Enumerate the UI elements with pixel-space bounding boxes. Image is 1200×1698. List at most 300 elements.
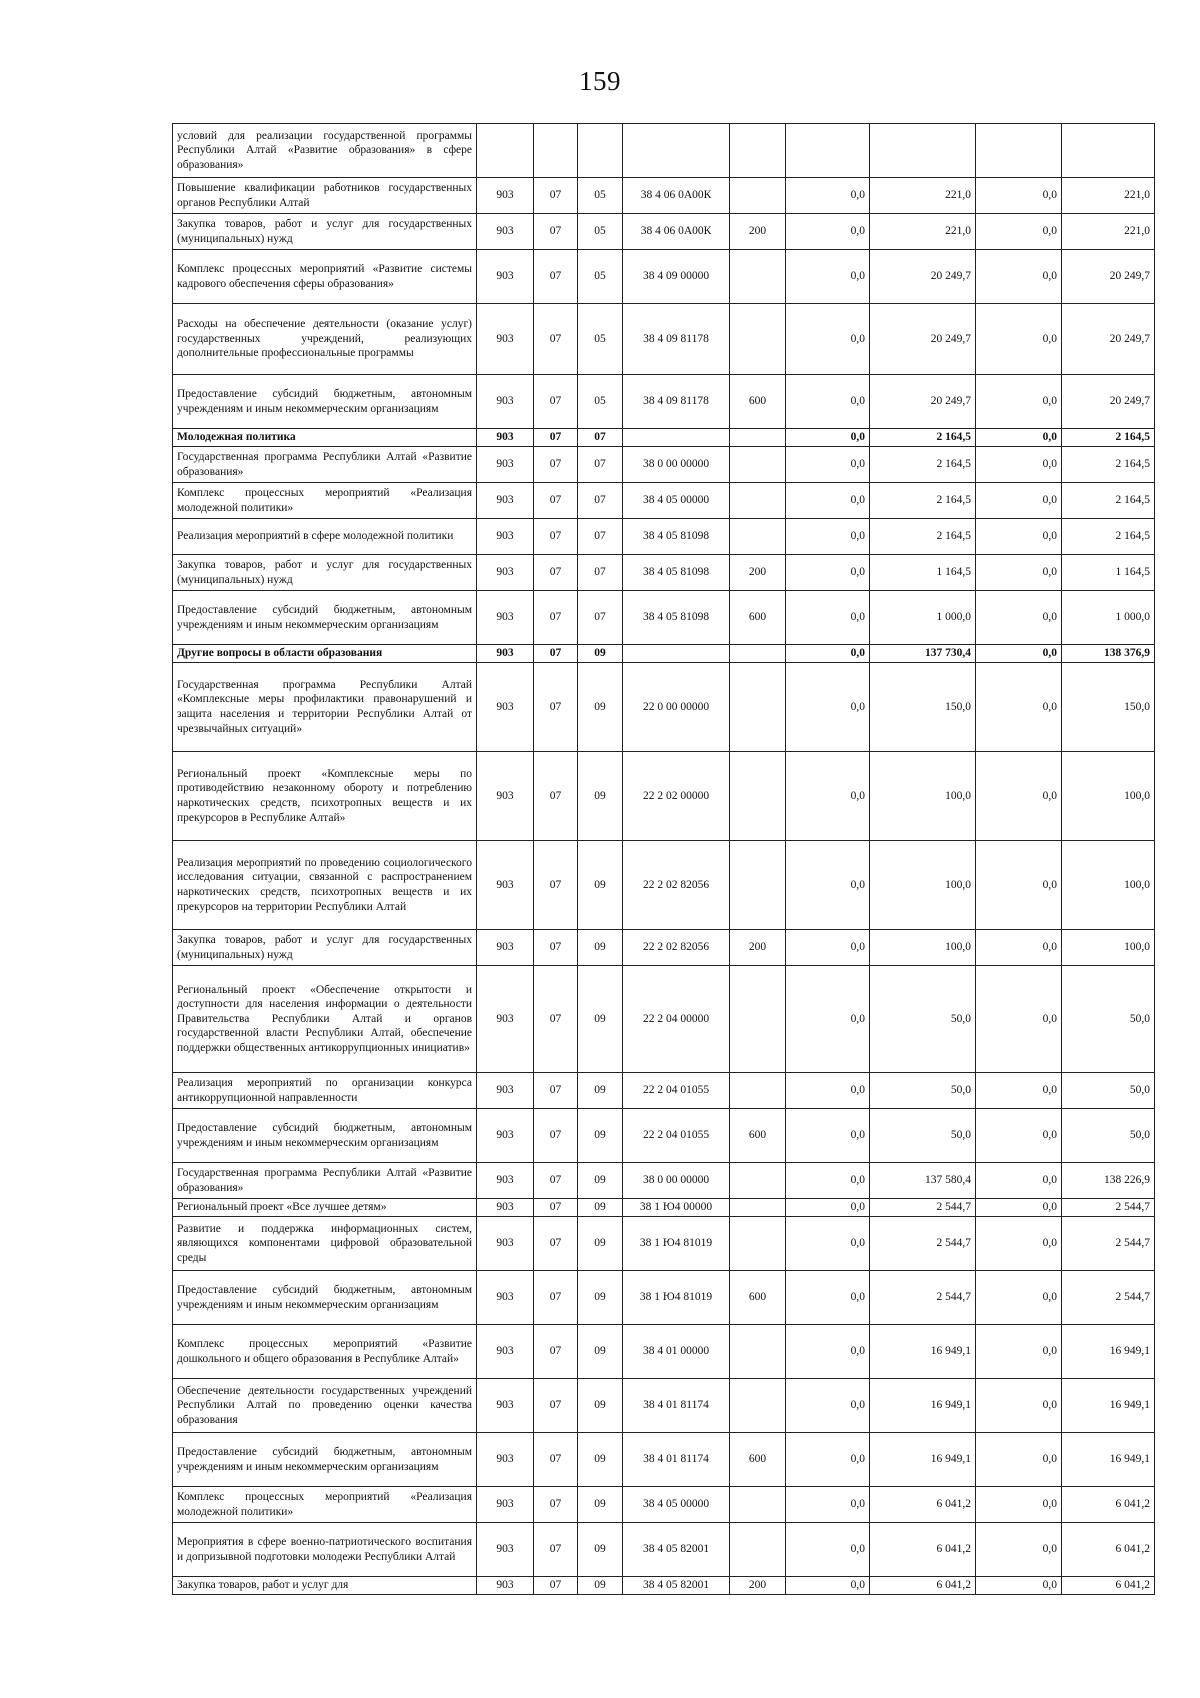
cell-sum2: 16 949,1 [870, 1379, 976, 1433]
cell-vr: 600 [730, 375, 786, 429]
table-row [173, 1217, 1155, 1271]
cell-rz: 07 [534, 1199, 578, 1217]
cell-pr: 09 [578, 1523, 623, 1577]
cell-sum2: 137 730,4 [870, 645, 976, 663]
cell-rz: 07 [534, 1433, 578, 1487]
cell-sum4: 16 949,1 [1062, 1325, 1155, 1379]
cell-name: Комплекс процессных мероприятий «Реализация молодежной политики» [173, 1487, 477, 1523]
cell-sum4: 221,0 [1062, 178, 1155, 214]
cell-pr [578, 124, 623, 178]
cell-sum4: 1 164,5 [1062, 555, 1155, 591]
cell-sum4: 2 544,7 [1062, 1217, 1155, 1271]
cell-csr: 38 4 05 81098 [623, 519, 730, 555]
cell-ved: 903 [477, 1163, 534, 1199]
cell-sum4: 16 949,1 [1062, 1379, 1155, 1433]
cell-sum4: 100,0 [1062, 841, 1155, 930]
cell-pr: 05 [578, 214, 623, 250]
cell-sum3: 0,0 [976, 1163, 1062, 1199]
cell-sum1: 0,0 [786, 1109, 870, 1163]
cell-sum3: 0,0 [976, 966, 1062, 1073]
cell-vr [730, 663, 786, 752]
cell-sum3: 0,0 [976, 841, 1062, 930]
cell-sum1: 0,0 [786, 1271, 870, 1325]
cell-vr: 200 [730, 930, 786, 966]
cell-name: Государственная программа Республики Алтай «Развитие образования» [173, 1163, 477, 1199]
cell-vr: 200 [730, 1577, 786, 1595]
cell-csr: 38 0 00 00000 [623, 447, 730, 483]
cell-vr [730, 124, 786, 178]
cell-pr: 09 [578, 966, 623, 1073]
table-row [173, 1433, 1155, 1487]
cell-csr: 38 4 05 81098 [623, 591, 730, 645]
cell-sum3: 0,0 [976, 1109, 1062, 1163]
cell-sum4: 16 949,1 [1062, 1433, 1155, 1487]
cell-sum1: 0,0 [786, 1199, 870, 1217]
cell-sum1: 0,0 [786, 214, 870, 250]
cell-pr: 07 [578, 555, 623, 591]
cell-rz: 07 [534, 1271, 578, 1325]
cell-ved: 903 [477, 1523, 534, 1577]
cell-rz: 07 [534, 1217, 578, 1271]
cell-sum2: 20 249,7 [870, 304, 976, 375]
cell-rz: 07 [534, 752, 578, 841]
cell-pr: 09 [578, 663, 623, 752]
cell-sum2: 221,0 [870, 214, 976, 250]
cell-name: условий для реализации государственной программы Республики Алтай «Развитие образования» в сфере образования» [173, 124, 477, 178]
cell-pr: 09 [578, 1199, 623, 1217]
cell-pr: 07 [578, 519, 623, 555]
cell-sum3: 0,0 [976, 1487, 1062, 1523]
cell-sum1: 0,0 [786, 591, 870, 645]
cell-csr: 22 2 04 01055 [623, 1109, 730, 1163]
cell-name: Развитие и поддержка информационных систем, являющихся компонентами цифровой образовательной среды [173, 1217, 477, 1271]
cell-csr: 38 4 05 00000 [623, 483, 730, 519]
cell-name: Государственная программа Республики Алтай «Комплексные меры профилактики правонарушений и защита населения и территории Республики Алтай от чрезвычайных ситуаций» [173, 663, 477, 752]
table-row [173, 178, 1155, 214]
cell-pr: 09 [578, 841, 623, 930]
cell-sum1: 0,0 [786, 429, 870, 447]
cell-sum4: 138 376,9 [1062, 645, 1155, 663]
cell-rz: 07 [534, 1487, 578, 1523]
cell-rz: 07 [534, 250, 578, 304]
cell-name: Молодежная политика [173, 429, 477, 447]
cell-vr: 200 [730, 214, 786, 250]
cell-sum2: 2 544,7 [870, 1199, 976, 1217]
cell-sum1: 0,0 [786, 1325, 870, 1379]
cell-csr: 38 4 05 81098 [623, 555, 730, 591]
cell-vr [730, 1073, 786, 1109]
cell-sum1: 0,0 [786, 375, 870, 429]
cell-sum3: 0,0 [976, 250, 1062, 304]
cell-csr: 38 1 Ю4 81019 [623, 1271, 730, 1325]
cell-pr: 09 [578, 1577, 623, 1595]
cell-sum4: 50,0 [1062, 966, 1155, 1073]
cell-name: Региональный проект «Все лучшее детям» [173, 1199, 477, 1217]
cell-sum1: 0,0 [786, 1433, 870, 1487]
cell-ved: 903 [477, 178, 534, 214]
cell-csr: 38 4 09 00000 [623, 250, 730, 304]
cell-rz: 07 [534, 555, 578, 591]
cell-sum3: 0,0 [976, 930, 1062, 966]
cell-rz: 07 [534, 375, 578, 429]
cell-sum1: 0,0 [786, 250, 870, 304]
cell-sum4: 6 041,2 [1062, 1577, 1155, 1595]
cell-pr: 09 [578, 1325, 623, 1379]
cell-csr [623, 645, 730, 663]
cell-sum4: 20 249,7 [1062, 375, 1155, 429]
cell-sum2: 6 041,2 [870, 1577, 976, 1595]
cell-sum3: 0,0 [976, 178, 1062, 214]
cell-sum2: 2 544,7 [870, 1271, 976, 1325]
cell-ved: 903 [477, 375, 534, 429]
table-row [173, 663, 1155, 752]
cell-sum2: 20 249,7 [870, 375, 976, 429]
cell-sum4 [1062, 124, 1155, 178]
cell-sum1 [786, 124, 870, 178]
cell-ved: 903 [477, 1487, 534, 1523]
cell-sum1: 0,0 [786, 930, 870, 966]
cell-vr [730, 483, 786, 519]
cell-sum2: 50,0 [870, 1109, 976, 1163]
cell-csr [623, 429, 730, 447]
cell-sum1: 0,0 [786, 1217, 870, 1271]
cell-csr: 38 4 09 81178 [623, 375, 730, 429]
cell-sum3: 0,0 [976, 1199, 1062, 1217]
table-row [173, 841, 1155, 930]
cell-csr: 22 2 02 82056 [623, 930, 730, 966]
cell-sum2: 16 949,1 [870, 1325, 976, 1379]
cell-rz [534, 124, 578, 178]
cell-pr: 05 [578, 250, 623, 304]
cell-csr: 38 4 01 00000 [623, 1325, 730, 1379]
cell-ved: 903 [477, 304, 534, 375]
cell-rz: 07 [534, 930, 578, 966]
cell-rz: 07 [534, 447, 578, 483]
cell-sum2: 100,0 [870, 841, 976, 930]
cell-csr: 38 4 01 81174 [623, 1379, 730, 1433]
cell-sum1: 0,0 [786, 178, 870, 214]
table-row [173, 447, 1155, 483]
cell-sum3: 0,0 [976, 519, 1062, 555]
cell-pr: 05 [578, 375, 623, 429]
cell-sum2: 16 949,1 [870, 1433, 976, 1487]
cell-sum4: 2 164,5 [1062, 519, 1155, 555]
cell-rz: 07 [534, 966, 578, 1073]
cell-rz: 07 [534, 178, 578, 214]
cell-sum3: 0,0 [976, 1217, 1062, 1271]
cell-pr: 09 [578, 1217, 623, 1271]
cell-vr [730, 645, 786, 663]
cell-sum2: 20 249,7 [870, 250, 976, 304]
table-row [173, 645, 1155, 663]
table-row [173, 752, 1155, 841]
cell-sum2: 50,0 [870, 1073, 976, 1109]
cell-vr [730, 1163, 786, 1199]
cell-sum3: 0,0 [976, 1433, 1062, 1487]
cell-ved: 903 [477, 429, 534, 447]
cell-sum2: 1 000,0 [870, 591, 976, 645]
cell-sum4: 1 000,0 [1062, 591, 1155, 645]
cell-ved: 903 [477, 1199, 534, 1217]
cell-sum4: 20 249,7 [1062, 304, 1155, 375]
cell-sum3: 0,0 [976, 663, 1062, 752]
cell-pr: 07 [578, 429, 623, 447]
cell-ved: 903 [477, 663, 534, 752]
cell-pr: 09 [578, 645, 623, 663]
cell-name: Региональный проект «Обеспечение открытости и доступности для населения информации о деятельности Правительства Республики Алтай и органов государственной власти Республики Алтай, обеспечение поддержки общественных антикоррупционных инициатив» [173, 966, 477, 1073]
cell-pr: 09 [578, 1487, 623, 1523]
cell-name: Реализация мероприятий в сфере молодежной политики [173, 519, 477, 555]
cell-sum1: 0,0 [786, 663, 870, 752]
cell-rz: 07 [534, 1577, 578, 1595]
cell-sum4: 2 164,5 [1062, 447, 1155, 483]
cell-sum4: 150,0 [1062, 663, 1155, 752]
cell-rz: 07 [534, 304, 578, 375]
cell-name: Предоставление субсидий бюджетным, автономным учреждениям и иным некоммерческим организациям [173, 1271, 477, 1325]
cell-vr [730, 1325, 786, 1379]
cell-csr: 38 0 00 00000 [623, 1163, 730, 1199]
table-row [173, 250, 1155, 304]
cell-sum2: 100,0 [870, 752, 976, 841]
cell-sum1: 0,0 [786, 1163, 870, 1199]
table-row [173, 1109, 1155, 1163]
cell-name: Реализация мероприятий по проведению социологического исследования ситуации, связанной с распространением наркотических средств, психотропных веществ и их прекурсоров на территории Республики Алтай [173, 841, 477, 930]
cell-name: Государственная программа Республики Алтай «Развитие образования» [173, 447, 477, 483]
cell-sum2: 50,0 [870, 966, 976, 1073]
cell-sum2: 150,0 [870, 663, 976, 752]
cell-vr [730, 447, 786, 483]
cell-csr: 22 0 00 00000 [623, 663, 730, 752]
table-row [173, 1073, 1155, 1109]
table-row [173, 124, 1155, 178]
cell-ved: 903 [477, 1433, 534, 1487]
cell-sum3: 0,0 [976, 447, 1062, 483]
cell-sum4: 50,0 [1062, 1109, 1155, 1163]
cell-name: Расходы на обеспечение деятельности (оказание услуг) государственных учреждений, реализующих дополнительные профессиональные программы [173, 304, 477, 375]
table-row [173, 1379, 1155, 1433]
cell-ved: 903 [477, 1271, 534, 1325]
cell-sum2: 2 164,5 [870, 519, 976, 555]
cell-sum1: 0,0 [786, 519, 870, 555]
cell-ved: 903 [477, 1325, 534, 1379]
cell-name: Мероприятия в сфере военно-патриотического воспитания и допризывной подготовки молодежи Республики Алтай [173, 1523, 477, 1577]
table-row [173, 304, 1155, 375]
cell-sum1: 0,0 [786, 555, 870, 591]
table-row [173, 1487, 1155, 1523]
cell-rz: 07 [534, 1325, 578, 1379]
cell-ved: 903 [477, 591, 534, 645]
cell-sum4: 6 041,2 [1062, 1523, 1155, 1577]
table-row [173, 519, 1155, 555]
cell-sum3: 0,0 [976, 304, 1062, 375]
cell-sum4: 2 544,7 [1062, 1199, 1155, 1217]
cell-pr: 09 [578, 930, 623, 966]
cell-name: Реализация мероприятий по организации конкурса антикоррупционной направленности [173, 1073, 477, 1109]
cell-vr: 600 [730, 1271, 786, 1325]
cell-sum3: 0,0 [976, 555, 1062, 591]
cell-rz: 07 [534, 1523, 578, 1577]
cell-vr [730, 1523, 786, 1577]
cell-rz: 07 [534, 1163, 578, 1199]
cell-ved: 903 [477, 214, 534, 250]
cell-ved: 903 [477, 519, 534, 555]
cell-name: Региональный проект «Комплексные меры по противодействию незаконному обороту и потреблению наркотических средств, психотропных веществ и их прекурсоров в Республике Алтай» [173, 752, 477, 841]
cell-name: Закупка товаров, работ и услуг для государственных (муниципальных) нужд [173, 555, 477, 591]
cell-ved: 903 [477, 483, 534, 519]
cell-sum4: 221,0 [1062, 214, 1155, 250]
table-row [173, 555, 1155, 591]
cell-ved: 903 [477, 1577, 534, 1595]
cell-sum3: 0,0 [976, 1325, 1062, 1379]
cell-sum2: 100,0 [870, 930, 976, 966]
cell-sum2: 1 164,5 [870, 555, 976, 591]
table-row [173, 1199, 1155, 1217]
cell-sum1: 0,0 [786, 1487, 870, 1523]
cell-name: Комплекс процессных мероприятий «Развитие системы кадрового обеспечения сферы образования» [173, 250, 477, 304]
cell-sum2: 6 041,2 [870, 1523, 976, 1577]
cell-sum2 [870, 124, 976, 178]
cell-csr: 22 2 04 00000 [623, 966, 730, 1073]
cell-vr [730, 304, 786, 375]
cell-sum3: 0,0 [976, 1073, 1062, 1109]
table-row [173, 1163, 1155, 1199]
cell-name: Другие вопросы в области образования [173, 645, 477, 663]
cell-sum2: 137 580,4 [870, 1163, 976, 1199]
cell-sum3: 0,0 [976, 1577, 1062, 1595]
cell-vr [730, 1199, 786, 1217]
cell-sum3 [976, 124, 1062, 178]
cell-csr: 38 1 Ю4 00000 [623, 1199, 730, 1217]
cell-vr [730, 752, 786, 841]
cell-vr [730, 429, 786, 447]
cell-name: Повышение квалификации работников государственных органов Республики Алтай [173, 178, 477, 214]
cell-sum3: 0,0 [976, 591, 1062, 645]
cell-name: Комплекс процессных мероприятий «Развитие дошкольного и общего образования в Республике Алтай» [173, 1325, 477, 1379]
cell-csr: 38 4 09 81178 [623, 304, 730, 375]
cell-csr: 38 4 06 0А00К [623, 214, 730, 250]
cell-sum4: 6 041,2 [1062, 1487, 1155, 1523]
cell-pr: 05 [578, 304, 623, 375]
cell-name: Обеспечение деятельности государственных учреждений Республики Алтай по проведению оценки качества образования [173, 1379, 477, 1433]
cell-rz: 07 [534, 1109, 578, 1163]
cell-csr: 38 4 05 00000 [623, 1487, 730, 1523]
cell-sum3: 0,0 [976, 214, 1062, 250]
cell-vr [730, 1217, 786, 1271]
cell-sum4: 2 164,5 [1062, 429, 1155, 447]
cell-rz: 07 [534, 663, 578, 752]
cell-sum1: 0,0 [786, 483, 870, 519]
cell-vr [730, 250, 786, 304]
cell-vr: 600 [730, 1109, 786, 1163]
cell-pr: 09 [578, 1073, 623, 1109]
cell-sum1: 0,0 [786, 752, 870, 841]
cell-ved: 903 [477, 1073, 534, 1109]
cell-csr: 38 4 01 81174 [623, 1433, 730, 1487]
cell-sum2: 2 164,5 [870, 447, 976, 483]
page-number: 159 [579, 66, 621, 96]
cell-sum4: 20 249,7 [1062, 250, 1155, 304]
cell-sum1: 0,0 [786, 304, 870, 375]
cell-sum1: 0,0 [786, 645, 870, 663]
cell-vr [730, 1379, 786, 1433]
table-row [173, 483, 1155, 519]
cell-vr [730, 966, 786, 1073]
cell-csr: 22 2 04 01055 [623, 1073, 730, 1109]
table-body [173, 124, 1155, 1595]
cell-sum1: 0,0 [786, 841, 870, 930]
table-row [173, 591, 1155, 645]
cell-vr [730, 519, 786, 555]
cell-ved: 903 [477, 1109, 534, 1163]
cell-ved: 903 [477, 250, 534, 304]
cell-rz: 07 [534, 591, 578, 645]
cell-pr: 09 [578, 1163, 623, 1199]
cell-rz: 07 [534, 1073, 578, 1109]
table-row [173, 1577, 1155, 1595]
cell-pr: 07 [578, 447, 623, 483]
budget-table [172, 123, 1155, 1595]
cell-sum1: 0,0 [786, 1523, 870, 1577]
cell-ved: 903 [477, 1379, 534, 1433]
cell-pr: 09 [578, 1271, 623, 1325]
cell-sum3: 0,0 [976, 645, 1062, 663]
cell-name: Предоставление субсидий бюджетным, автономным учреждениям и иным некоммерческим организациям [173, 1433, 477, 1487]
cell-pr: 09 [578, 1379, 623, 1433]
cell-rz: 07 [534, 429, 578, 447]
cell-sum3: 0,0 [976, 1271, 1062, 1325]
cell-pr: 09 [578, 752, 623, 841]
cell-ved: 903 [477, 752, 534, 841]
cell-csr: 22 2 02 82056 [623, 841, 730, 930]
cell-csr: 38 4 05 82001 [623, 1523, 730, 1577]
cell-rz: 07 [534, 214, 578, 250]
cell-ved: 903 [477, 555, 534, 591]
cell-rz: 07 [534, 841, 578, 930]
cell-vr: 200 [730, 555, 786, 591]
cell-name: Комплекс процессных мероприятий «Реализация молодежной политики» [173, 483, 477, 519]
cell-vr [730, 1487, 786, 1523]
cell-csr: 38 1 Ю4 81019 [623, 1217, 730, 1271]
cell-name: Предоставление субсидий бюджетным, автономным учреждениям и иным некоммерческим организациям [173, 1109, 477, 1163]
cell-ved [477, 124, 534, 178]
cell-sum3: 0,0 [976, 429, 1062, 447]
cell-rz: 07 [534, 483, 578, 519]
cell-ved: 903 [477, 841, 534, 930]
cell-csr: 38 4 06 0А00К [623, 178, 730, 214]
cell-name: Предоставление субсидий бюджетным, автономным учреждениям и иным некоммерческим организациям [173, 591, 477, 645]
cell-pr: 07 [578, 483, 623, 519]
cell-sum1: 0,0 [786, 1379, 870, 1433]
cell-ved: 903 [477, 1217, 534, 1271]
cell-name: Закупка товаров, работ и услуг для [173, 1577, 477, 1595]
cell-sum3: 0,0 [976, 483, 1062, 519]
cell-pr: 07 [578, 591, 623, 645]
cell-pr: 09 [578, 1109, 623, 1163]
table-row [173, 966, 1155, 1073]
cell-sum1: 0,0 [786, 447, 870, 483]
cell-sum3: 0,0 [976, 1379, 1062, 1433]
cell-sum3: 0,0 [976, 1523, 1062, 1577]
cell-name: Закупка товаров, работ и услуг для государственных (муниципальных) нужд [173, 214, 477, 250]
cell-vr: 600 [730, 591, 786, 645]
cell-sum4: 2 544,7 [1062, 1271, 1155, 1325]
cell-ved: 903 [477, 447, 534, 483]
table-row [173, 214, 1155, 250]
cell-sum4: 2 164,5 [1062, 483, 1155, 519]
cell-rz: 07 [534, 1379, 578, 1433]
table-row [173, 429, 1155, 447]
cell-sum2: 221,0 [870, 178, 976, 214]
